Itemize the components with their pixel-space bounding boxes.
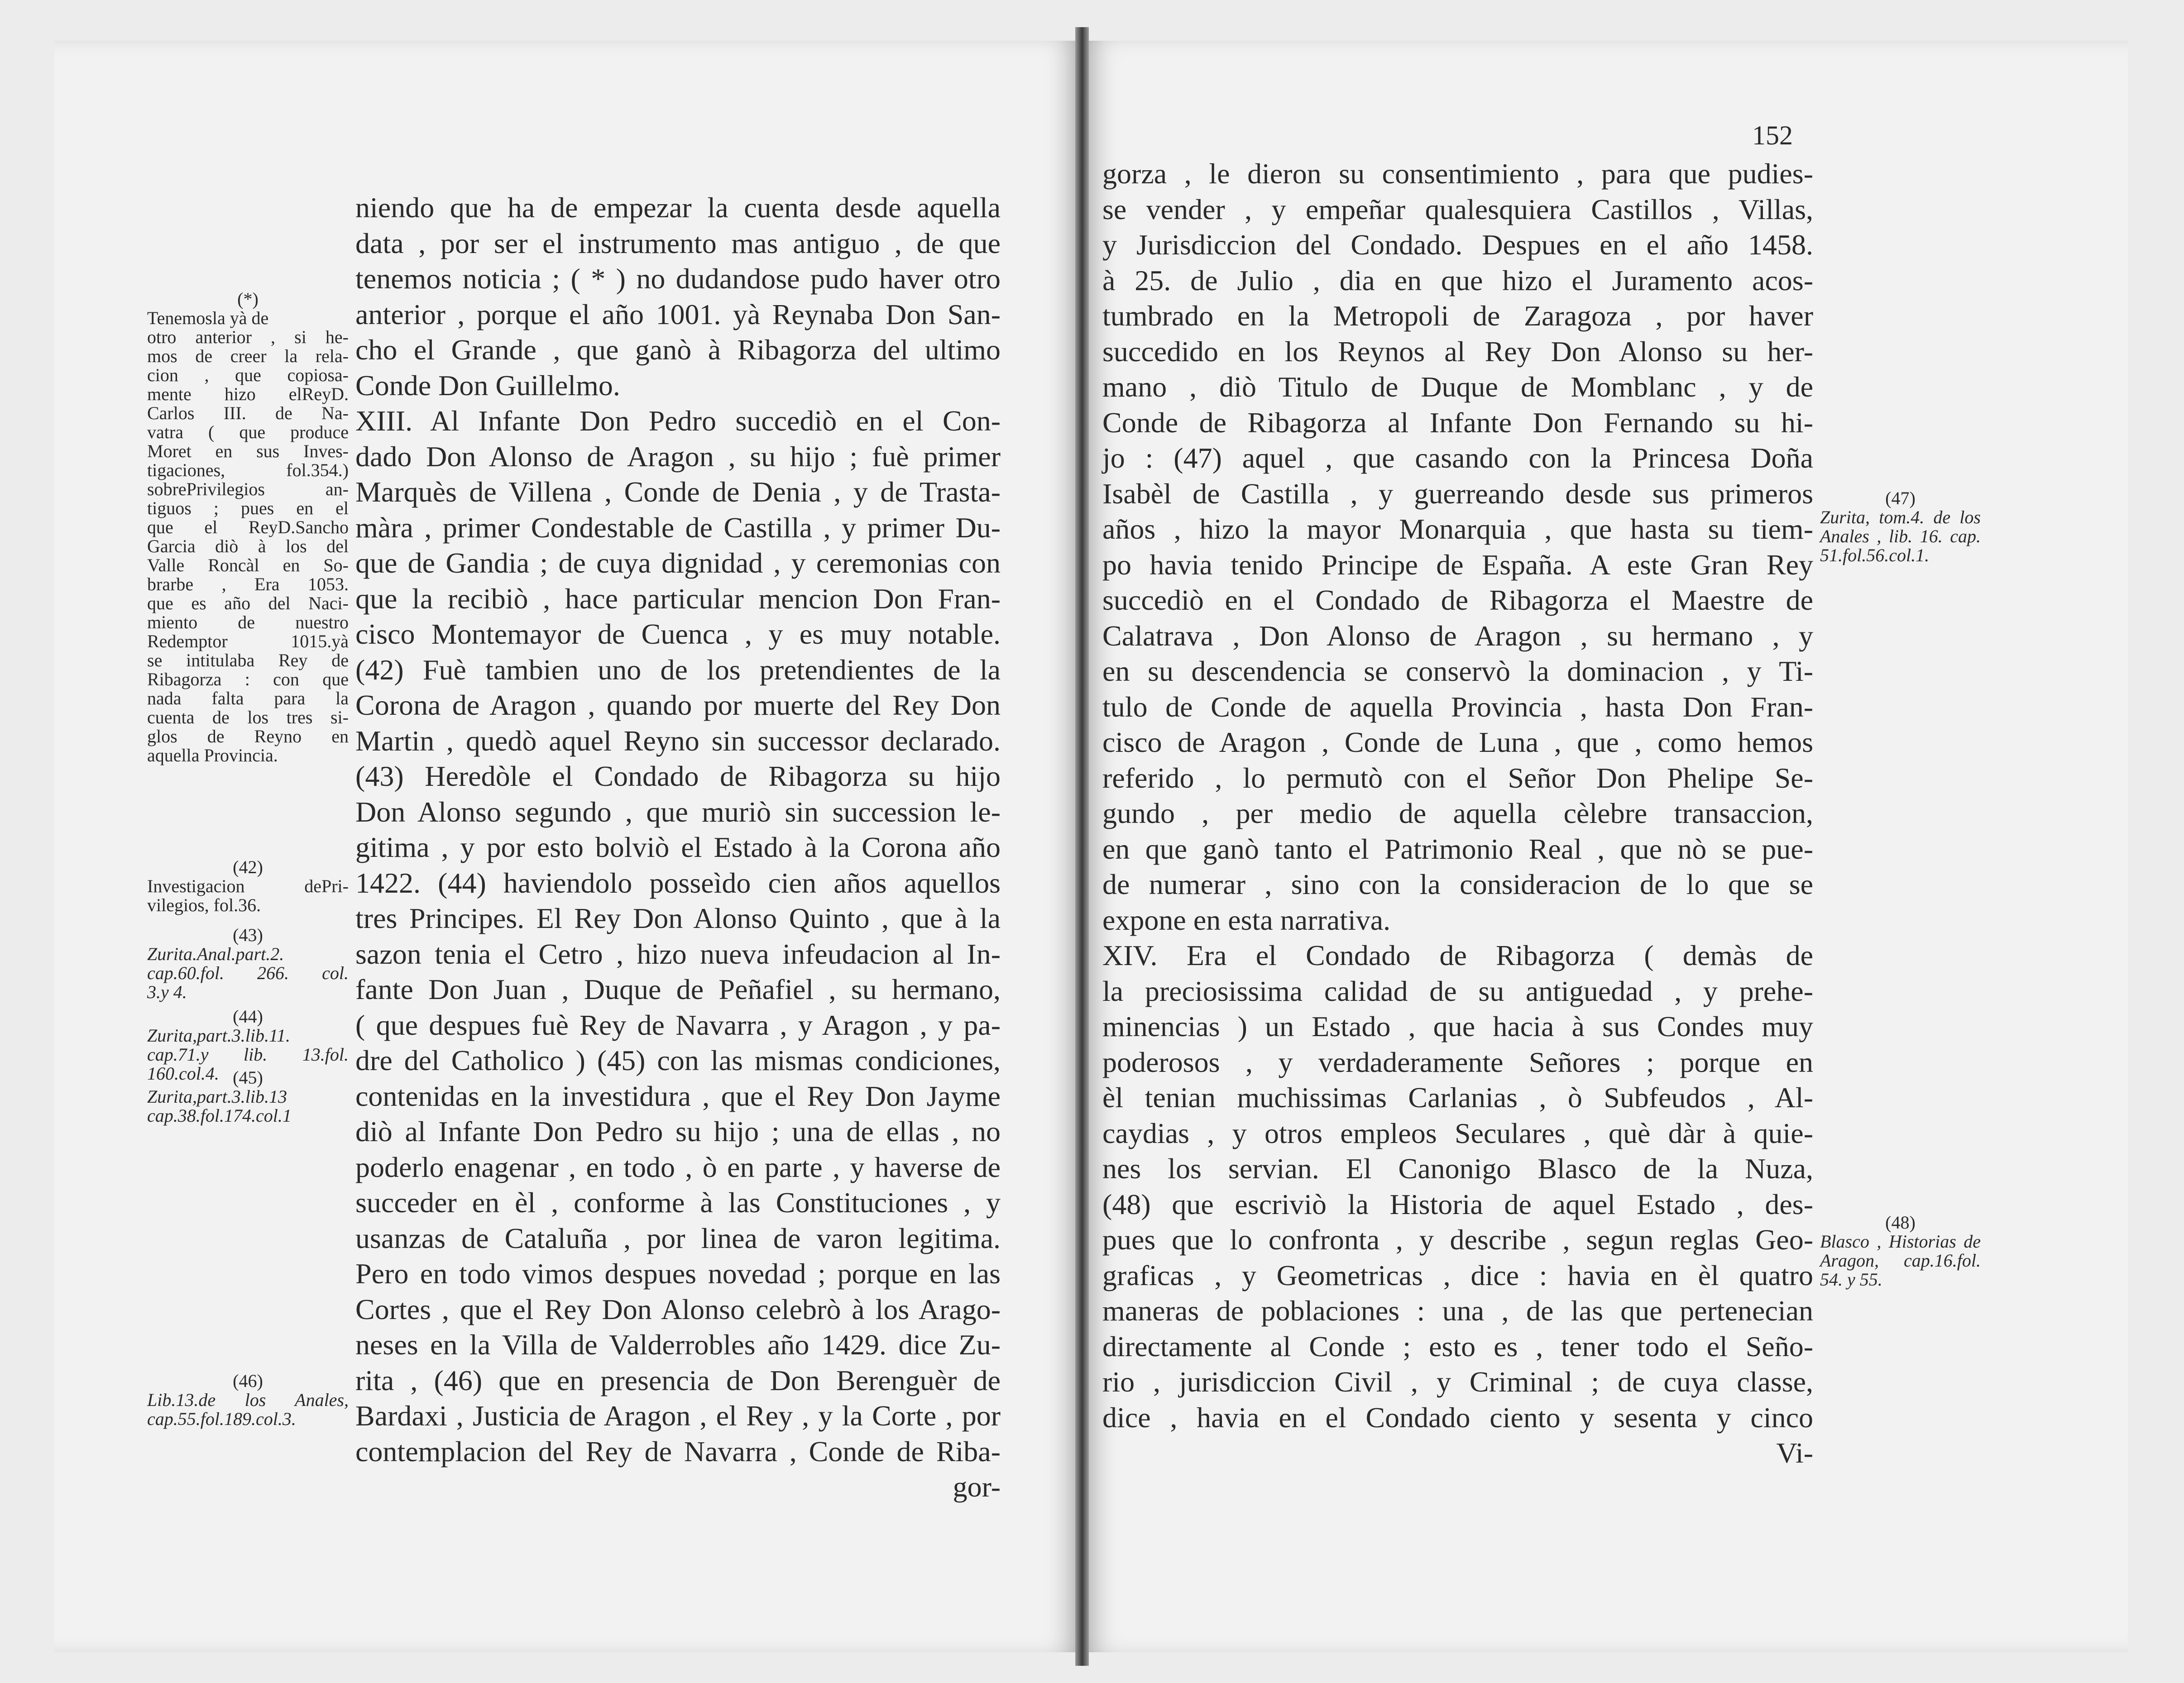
note-line: que es año del Naci- [147,593,349,613]
text-line: años , hizo la mayor Monarquia , que hasta su tiem- [1102,513,1813,545]
text-line: mano , diò Titulo de Duque de Momblanc , y de [1102,371,1813,403]
margin-note [147,1372,349,1429]
note-line: Garcia diò à los del [147,536,349,556]
margin-note [147,858,349,915]
margin-note [147,1068,349,1125]
note-marker: (46) [233,1371,263,1391]
note-line: cap.55.fol.189.col.3. [147,1409,296,1429]
text-line: Conde de Ribagorza al Infante Don Fernando su hi- [1102,406,1813,439]
note-line: cap.71.y lib. 13.fol. [147,1044,349,1065]
text-line: de numerar , sino con la consideracion de lo que se [1102,868,1813,900]
text-line: dado Don Alonso de Aragon , su hijo ; fuè primer [355,440,1001,473]
text-line: graficas , y Geometricas , dice : havia en èl quatro [1102,1259,1813,1291]
text-line: succedido en los Reynos al Rey Don Alonso su her- [1102,335,1813,368]
text-line: Isabèl de Castilla , y guerreando desde sus primeros [1102,477,1813,510]
note-line: Zurita,part.3.lib.11. [147,1025,290,1046]
text-line: (43) Heredòle el Condado de Ribagorza su hijo [355,760,1001,792]
text-line: la preciosissima calidad de su antiguedad , y prehe- [1102,975,1813,1007]
note-marker: (*) [237,289,259,309]
note-marker: (44) [233,1006,263,1027]
text-line: contemplacion del Rey de Navarra , Conde de Riba- [355,1435,1001,1468]
text-line: rio , jurisdiccion Civil , y Criminal ; de cuya classe, [1102,1366,1813,1398]
note-line: que el ReyD.Sancho [147,517,349,537]
note-line: otro anterior , si he- [147,327,349,347]
text-line: se vender , y empeñar qualesquiera Castillos , Villas, [1102,193,1813,225]
text-line: diò al Infante Don Pedro su hijo ; una de ellas , no [355,1115,1001,1148]
text-line: màra , primer Condestable de Castilla , y primer Du- [355,511,1001,544]
page-number: 152 [1752,120,1793,150]
text-line: à 25. de Julio , dia en que hizo el Juramento acos- [1102,264,1813,296]
note-marker: (43) [233,925,263,945]
text-line: en su descendencia se conservò la dominacion , y Ti- [1102,655,1813,687]
note-line: Valle Roncàl en So- [147,555,349,575]
note-line: vilegios, fol.36. [147,895,261,915]
text-line: Cortes , que el Rey Don Alonso celebrò à los Arago- [355,1293,1001,1325]
text-line: fante Don Juan , Duque de Peñafiel , su hermano, [355,973,1001,1005]
text-line: gundo , per medio de aquella cèlebre transaccion, [1102,797,1813,829]
margin-note [1820,1213,1981,1289]
note-line: brarbe , Era 1053. [147,574,349,594]
text-line: Calatrava , Don Alonso de Aragon , su hermano , y [1102,619,1813,652]
margin-note [147,290,349,765]
right-main-text [1102,156,1813,1471]
note-line: Aragon, cap.16.fol. [1820,1250,1981,1271]
note-marker: (48) [1885,1212,1916,1233]
text-line: (48) que escriviò la Historia de aquel Estado , des- [1102,1188,1813,1220]
text-line: ( que despues fuè Rey de Navarra , y Aragon , y pa- [355,1009,1001,1041]
left-main-text [355,190,1001,1505]
text-line: XIII. Al Infante Don Pedro succediò en el Con- [355,405,1001,437]
text-line: Don Alonso segundo , que muriò sin succession le- [355,795,1001,828]
text-line: neses en la Villa de Valderrobles año 1429. dice Zu- [355,1329,1001,1361]
text-line: tres Principes. El Rey Don Alonso Quinto , que à la [355,902,1001,934]
text-line: nes los servian. El Canonigo Blasco de la Nuza, [1102,1152,1813,1185]
note-line: 160.col.4. [147,1063,219,1084]
text-line: anterior , porque el año 1001. yà Reynaba Don San- [355,298,1001,330]
note-line: Zurita.Anal.part.2. [147,944,284,964]
text-line: cho el Grande , que ganò à Ribagorza del ultimo [355,334,1001,366]
text-line: dice , havia en el Condado ciento y sesenta y cinco [1102,1401,1813,1434]
note-line: miento de nuestro [147,612,349,632]
text-line: poderlo enagenar , en todo , ò en parte , y haverse de [355,1151,1001,1183]
note-line: tigaciones, fol.354.) [147,460,349,480]
text-line: jo : (47) aquel , que casando con la Princesa Doña [1102,442,1813,474]
note-line: vatra ( que produce [147,422,349,442]
note-line: Blasco , Historias de [1820,1231,1981,1252]
note-line: 54. y 55. [1820,1269,1882,1290]
text-line: cisco de Aragon , Conde de Luna , que , como hemos [1102,726,1813,758]
note-line: Anales , lib. 16. cap. [1820,526,1981,546]
text-line: succediò en el Condado de Ribagorza el Maestre de [1102,584,1813,616]
text-line: expone en esta narrativa. [1102,904,1391,936]
text-line: en que ganò tanto el Patrimonio Real , que nò se pue- [1102,832,1813,865]
text-line: y Jurisdiccion del Condado. Despues en el año 1458. [1102,229,1813,261]
note-line: cuenta de los tres si- [147,707,349,727]
text-line: minencias ) un Estado , que hacia à sus Condes muy [1102,1010,1813,1042]
note-line: cion , que copiosa- [147,365,349,385]
text-line: que de Gandia ; de cuya dignidad , y ceremonias con [355,547,1001,579]
note-line: Zurita,part.3.lib.13 [147,1086,287,1107]
note-line: mos de creer la rela- [147,346,349,366]
text-line: sazon tenia el Cetro , hizo nueva infeudacion al In- [355,937,1001,970]
text-line: niendo que ha de empezar la cuenta desde aquella [355,191,1001,224]
text-line: Pero en todo vimos despues novedad ; porque en las [355,1257,1001,1290]
text-line: maneras de poblaciones : una , de las que pertenecian [1102,1295,1813,1327]
note-line: aquella Provincia. [147,745,278,765]
text-line: referido , lo permutò con el Señor Don Phelipe Se- [1102,761,1813,794]
text-line: Marquès de Villena , Conde de Denia , y de Trasta- [355,476,1001,508]
text-line: tenemos noticia ; ( * ) no dudandose pudo haver otro [355,263,1001,295]
text-line: 1422. (44) haviendolo posseìdo cien años aquellos [355,866,1001,899]
book-gutter [1075,27,1089,1666]
note-marker: (42) [233,857,263,877]
text-line: directamente al Conde ; esto es , tener todo el Seño- [1102,1330,1813,1363]
text-line: succeder en èl , conforme à las Constituciones , y [355,1186,1001,1219]
note-marker: (47) [1885,488,1916,508]
text-line: dre del Catholico ) (45) con las mismas condiciones, [355,1044,1001,1076]
text-line: pues que lo confronta , y describe , segun reglas Geo- [1102,1224,1813,1256]
text-line: (42) Fuè tambien uno de los pretendientes de la [355,653,1001,686]
text-line: usanzas de Cataluña , por linea de varon legitima. [355,1222,1001,1254]
note-line: tiguos ; pues en el [147,498,349,518]
text-line: Bardaxi , Justicia de Aragon , el Rey , y la Corte , por [355,1400,1001,1432]
note-line: se intitulaba Rey de [147,650,349,670]
margin-note [1820,489,1981,565]
note-line: 51.fol.56.col.1. [1820,545,1930,565]
margin-note [147,926,349,1002]
note-line: nada falta para la [147,688,349,708]
text-line: gitima , y por esto bolviò el Estado à la Corona año [355,831,1001,863]
note-line: Lib.13.de los Anales, [147,1390,349,1410]
note-line: cap.60.fol. 266. col. [147,963,349,983]
note-line: Carlos III. de Na- [147,403,349,423]
note-line: Zurita, tom.4. de los [1820,507,1981,527]
text-line: que la recibiò , hace particular mencion Don Fran- [355,582,1001,615]
note-line: Redemptor 1015.yà [147,631,349,651]
text-line: poderosos , y verdaderamente Señores ; porque en [1102,1046,1813,1078]
note-line: cap.38.fol.174.col.1 [147,1105,292,1126]
catchword: gor- [953,1471,1001,1503]
text-line: contenidas en la investidura , que el Rey Don Jayme [355,1080,1001,1112]
text-line: rita , (46) que en presencia de Don Berenguèr de [355,1364,1001,1396]
note-marker: (45) [233,1067,263,1088]
note-line: glos de Reyno en [147,726,349,746]
text-line: Corona de Aragon , quando por muerte del Rey Don [355,689,1001,721]
text-line: caydias , y otros empleos Seculares , què dàr à quie- [1102,1117,1813,1149]
text-line: tumbrado en la Metropoli de Zaragoza , por haver [1102,300,1813,332]
note-line: Moret en sus Inves- [147,441,349,461]
note-line: sobrePrivilegios an- [147,479,349,499]
text-line: tulo de Conde de aquella Provincia , hasta Don Fran- [1102,690,1813,723]
text-line: XIV. Era el Condado de Ribagorza ( demàs de [1102,939,1813,971]
text-line: Conde Don Guillelmo. [355,369,620,402]
note-line: Ribagorza : con que [147,669,349,689]
catchword: Vi- [1776,1437,1813,1469]
note-line: 3.y 4. [147,982,187,1002]
text-line: èl tenian muchissimas Carlanias , ò Subfeudos , Al- [1102,1081,1813,1114]
note-line: mente hizo elReyD. [147,384,349,404]
text-line: po havia tenido Principe de España. A este Gran Rey [1102,548,1813,581]
text-line: cisco Montemayor de Cuenca , y es muy notable. [355,618,1001,650]
text-line: data , por ser el instrumento mas antiguo , de que [355,227,1001,259]
text-line: gorza , le dieron su consentimiento , para que pudies- [1102,158,1813,190]
text-line: Martin , quedò aquel Reyno sin successor declarado. [355,724,1001,757]
note-line: Investigacion dePri- [147,876,349,896]
note-line: Tenemosla yà de [147,308,269,328]
